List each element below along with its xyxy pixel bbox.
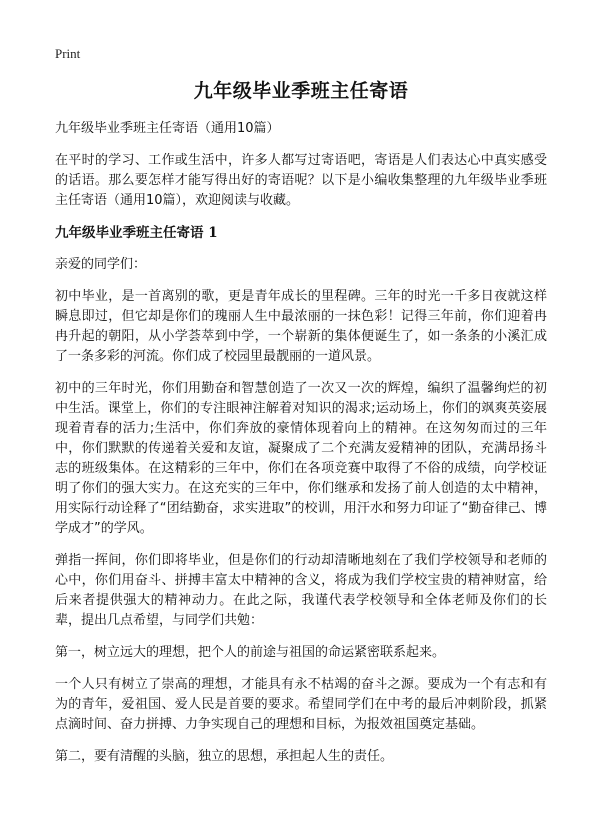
body-paragraph: 初中毕业，是一首离别的歌，更是青年成长的里程碑。三年的时光一千多日夜就这样瞬息即过，但它却是你们的瑰丽人生中最浓丽的一抹色彩！记得三年前，你们迎着冉冉升起的朝阳，从小学荟萃到中学，一个崭新的集体便诞生了，如一条条的小溪汇成了一条多彩的河流。你们成了校园里最靓丽的一道风景。	[55, 289, 547, 364]
intro-paragraph: 在平时的学习、工作或生活中，许多人都写过寄语吧，寄语是人们表达心中真实感受的话语。那么要怎样才能写得出好的寄语呢？以下是小编收集整理的九年级毕业季班主任寄语（通用10篇），欢迎阅读与收藏。	[55, 153, 547, 208]
document-subtitle: 九年级毕业季班主任寄语（通用10篇）	[55, 121, 280, 136]
point-two: 第二，要有清醒的头脑，独立的思想，承担起人生的责任。	[55, 749, 394, 764]
section-heading: 九年级毕业季班主任寄语 1	[55, 225, 218, 241]
page-title: 九年级毕业季班主任寄语	[193, 80, 409, 102]
body-paragraph: 一个人只有树立了崇高的理想，才能具有永不枯竭的奋斗之源。要成为一个有志和有为的青年，爱祖国、爱人民是首要的要求。希望同学们在中考的最后冲刺阶段，抓紧点滴时间、奋力拼搏、力争实现自己的理想和目标，为报效祖国奠定基础。	[55, 677, 547, 732]
body-paragraph: 弹指一挥间，你们即将毕业，但是你们的行动却清晰地刻在了我们学校领导和老师的心中，你们用奋斗、拼搏丰富太中精神的含义，将成为我们学校宝贵的精神财富，给后来者提供强大的精神动力。在此之际，我谨代表学校领导和全体老师及你们的长辈，提出几点希望，与同学们共勉：	[55, 553, 547, 628]
point-one: 第一，树立远大的理想，把个人的前途与祖国的命运紧密联系起来。	[55, 645, 446, 660]
body-paragraph: 初中的三年时光，你们用勤奋和智慧创造了一次又一次的辉煌，编织了温馨绚烂的初中生活。课堂上，你们的专注眼神注解着对知识的渴求;运动场上，你们的飒爽英姿展现着青春的活力;生活中，你们奔放的豪情体现着向上的精神。在这匆匆而过的三年中，你们默默的传递着关爱和友谊，凝聚成了二个充满友爱精神的团队，充满昂扬斗志的班级集体。在这精彩的三年中，你们在各项竞赛中取得了不俗的成绩，向学校证明了你们的强大实力。在这充实的三年中，你们继承和发扬了前人创造的太中精神，用实际行动诠释了“团结勤奋，求实进取”的校训，用汗水和努力印证了“勤奋律己、博学成才”的学风。	[55, 381, 547, 536]
greeting: 亲爱的同学们：	[55, 257, 147, 272]
print-link[interactable]: Print	[55, 46, 81, 61]
document-body	[55, 76, 547, 779]
